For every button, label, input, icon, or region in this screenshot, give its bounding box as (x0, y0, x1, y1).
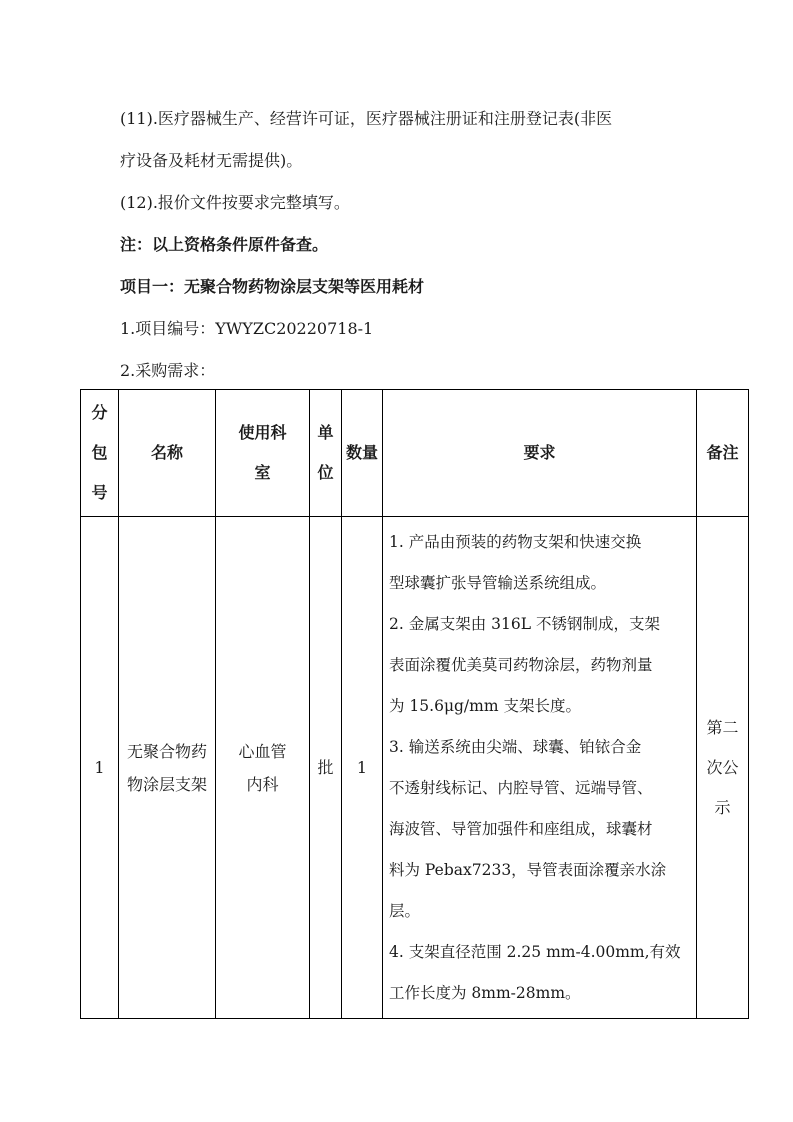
header-requirement: 要求 (383, 390, 697, 517)
procurement-table (80, 389, 749, 1019)
paragraph-12: (12).报价文件按要求完整填写。 (120, 193, 350, 212)
header-remark: 备注 (697, 390, 749, 517)
cell-dept: 心血管 内科 (216, 517, 310, 1019)
cell-remark: 第二 次公 示 (697, 517, 749, 1019)
header-unit: 单 位 (310, 390, 342, 517)
cell-qty: 1 (342, 517, 383, 1019)
paragraph-11-line2: 疗设备及耗材无需提供)。 (120, 151, 303, 170)
paragraph-11-line1: (11).医疗器械生产、经营许可证，医疗器械注册证和注册登记表(非医 (120, 109, 613, 128)
header-name: 名称 (119, 390, 216, 517)
table-header-row (81, 390, 749, 517)
cell-unit: 批 (310, 517, 342, 1019)
project-number: 1.项目编号：YWYZC20220718-1 (120, 319, 374, 338)
header-dept: 使用科 室 (216, 390, 310, 517)
cell-name: 无聚合物药 物涂层支架 (119, 517, 216, 1019)
cell-requirement: 1. 产品由预装的药物支架和快速交换 型球囊扩张导管输送系统组成。 2. 金属支架由 316L 不锈钢制成，支架 表面涂覆优美莫司药物涂层，药物剂量 为 15.6μg/mm 支架长度。 3. 输送系统由尖端、球囊、铂铱合金 不透射线标记、内腔导管、远端导管、 海波管、导管加强件和座组成，球囊材 料为 Pebax7233，导管表面涂覆亲水涂 层。 4. 支架直径范围 2.25 mm-4.00mm,有效 工作长度为 8mm-28mm。 (383, 517, 697, 1019)
note-text: 注：以上资格条件原件备查。 (120, 235, 329, 254)
project-title: 项目一：无聚合物药物涂层支架等医用耗材 (120, 277, 425, 296)
requirements-heading: 2.采购需求： (120, 361, 216, 380)
header-qty: 数量 (342, 390, 383, 517)
table-row (81, 517, 749, 1019)
cell-package-no: 1 (81, 517, 119, 1019)
header-package-no: 分 包 号 (81, 390, 119, 517)
